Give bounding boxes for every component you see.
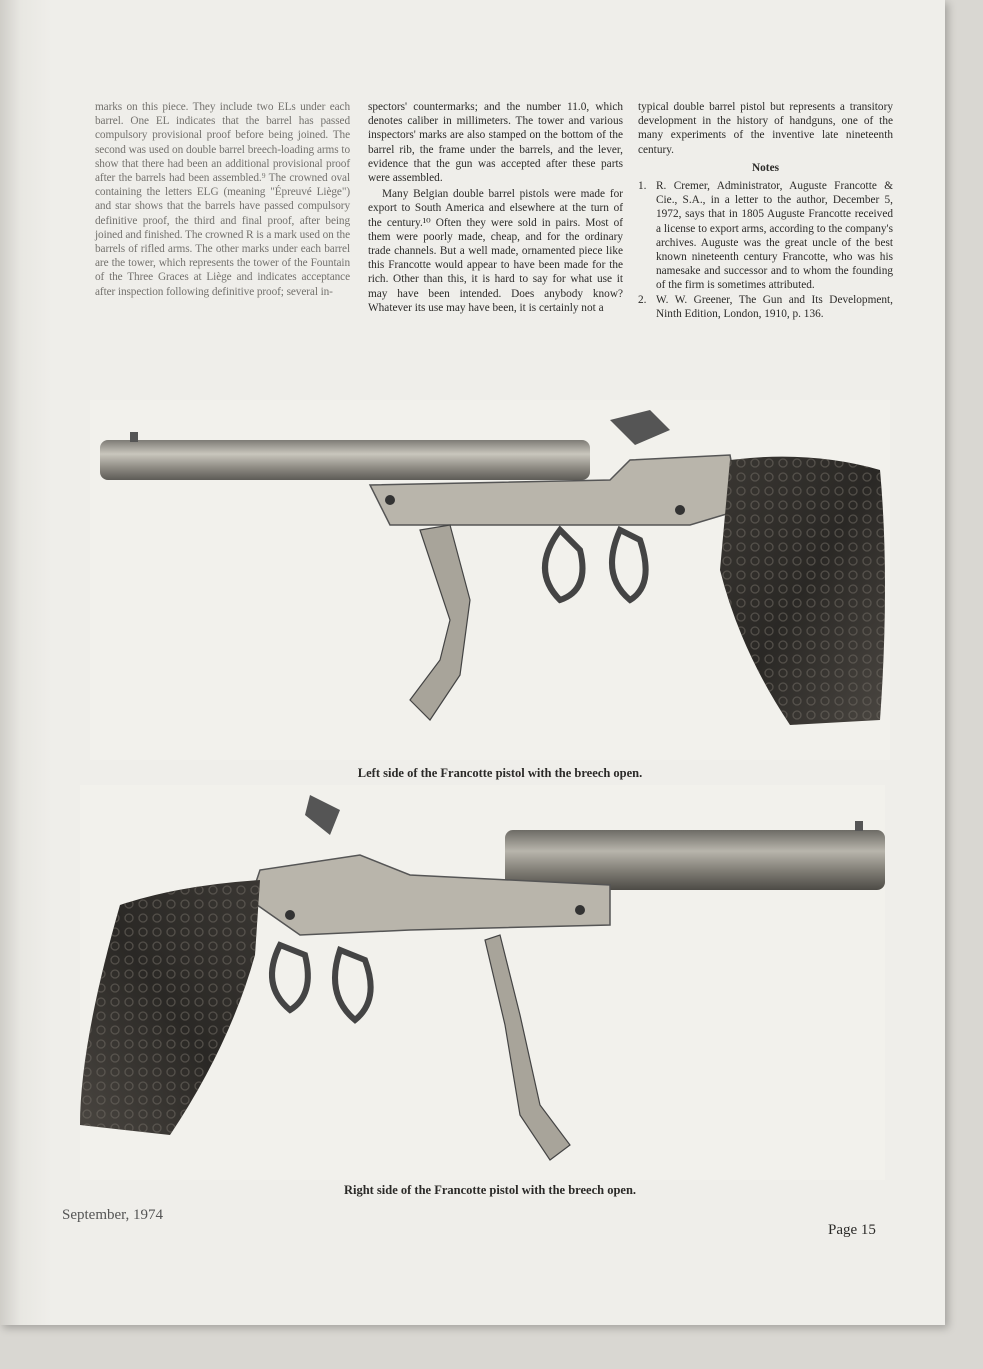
note-text: R. Cremer, Administrator, Auguste Francotte & Cie., S.A., in a letter to the author, December 5, 1972, says that in 1805 Auguste Francotte received a license to export arms, according to the company's archives. Auguste was the great uncle of the best known nineteenth century Francotte, who was his namesake and successor and to whom the founding of the firm is sometimes attributed. [656,180,893,292]
note-item [638,179,893,293]
note-item [638,293,893,321]
column-2-paragraph-2: Many Belgian double barrel pistols were made for export to South America and elsewhere at the turn of the century.¹⁰ Often they were sold in pairs. Most of them were poorly made, cheap, and for the ordinary trade channels. But a well made, ornamented piece like this Francotte would appear to have been made for the rich. Other than this, it is hard to say for what use it may have been intended. Does anybody know? Whatever its use may have been, it is certainly not a [368,188,623,314]
page-binding-shadow [0,0,52,1325]
pistol-photo-left-side [90,400,890,760]
pistol-left-side-illustration [90,400,890,760]
column-1-paragraph: marks on this piece. They include two ELs under each barrel. One EL indicates that the barrel has passed compulsory provisional proof before being joined. The second was used on double barrel breech-loading arms to show that there had been an additional provisional proof after the barrels had been assembled.⁹ The crowned oval containing the letters ELG (meaning "Épreuvé Liège") and star shows that the barrels have passed compulsory definitive proof, the third and final proof, after being joined and finished. The crowned R is a mark used on the barrels of rifled arms. The other marks under each barrel are the tower, which represents the tower of the Fountain of the Three Graces at Liège and indicates acceptance after inspection following definitive proof; several in- [95,101,350,298]
column-3-paragraph-1: typical double barrel pistol but represents a transitory development in the history of handguns, one of the many experiments of the inventive late nineteenth century. [638,101,893,156]
column-2-paragraph-1: spectors' countermarks; and the number 11.0, which denotes caliber in millimeters. The tower and various inspectors' marks are also stamped on the bottom of the barrel rib, the frame under the barrels, and the lever, evidence that the gun was accepted after these parts were assembled. [368,101,623,185]
photo-caption-left: Left side of the Francotte pistol with the breech open. [357,766,643,780]
issue-date: September, 1974 [62,1207,164,1223]
pistol-right-side-illustration [80,785,885,1180]
text-column-3 [638,100,893,321]
pistol-photo-right-side [80,785,885,1180]
page-number: Page 15 [828,1222,876,1238]
notes-heading: Notes [752,161,779,174]
note-number: 1. [638,180,647,193]
note-text: W. W. Greener, The Gun and Its Development, Ninth Edition, London, 1910, p. 136. [656,293,893,320]
note-number: 2. [638,293,647,306]
text-column-1 [95,100,350,301]
photo-caption-right: Right side of the Francotte pistol with the breech open. [343,1183,637,1197]
text-column-2 [368,100,623,317]
